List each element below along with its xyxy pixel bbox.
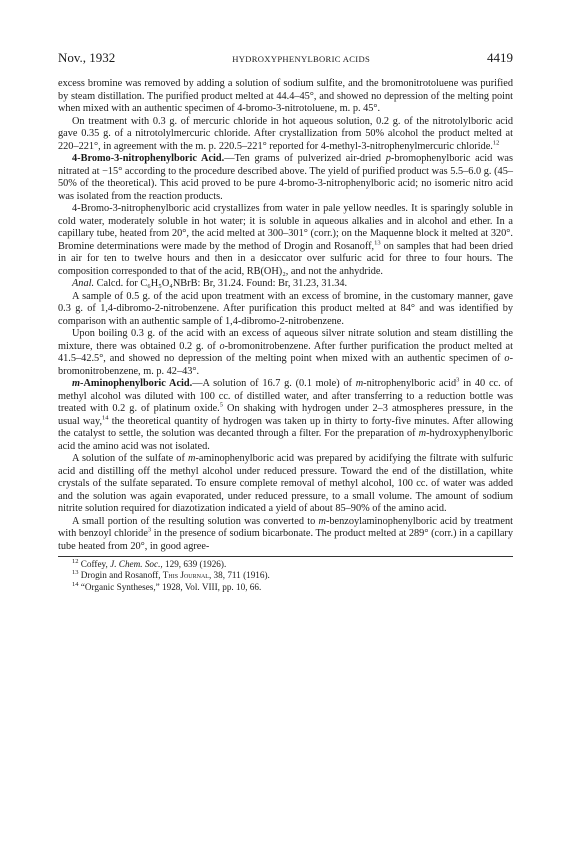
footnote-text: 38, 711 (1916). xyxy=(211,570,270,581)
paragraph-text: 4-Bromo-3-nitrophenylboric acid crystallizes from water in pale yellow needles. It is sparingly soluble in cold water, moderately soluble in hot water; it is soluble in aqueous alkalies and in alcohol and ether. In a capillary tube, heated from 20°, the acid melted at 300–301° (corr.); on the Maquenne block it melted at 320°. Bromine determinations were made by the method of Drogin and Rosanoff, xyxy=(58,203,513,252)
paragraph-text: —A solution of 16.7 g. (0.1 mole) of xyxy=(192,378,356,389)
paragraph-text: excess bromine was removed by adding a solution of sodium sulfite, and the bromonitrotoluene was purified by steam distillation. The purified product melted at 44.4–45°, and showed no depression of the melting point when mixed with an authentic specimen of 4-bromo-3-nitrotoluene, m. p. 45°. xyxy=(58,78,513,114)
footnote-number: 13 xyxy=(72,569,79,577)
italic-prefix: m xyxy=(188,453,196,464)
paragraph-text: A small portion of the resulting solution was converted to xyxy=(72,515,319,527)
footnotes xyxy=(58,559,513,593)
paragraph-text: -bromophenylboric acid was nitrated at −15° according to the procedure described above. The yield of purified product was 5.5–6.0 g. (45–50% of the theoretical). This acid proved to be pure 4-bromo-3-nitrophenylboric acid; no isomeric nitro acid was isolated from the reaction products. xyxy=(58,153,513,202)
paragraph-bromination xyxy=(58,291,513,329)
journal-page xyxy=(58,50,513,593)
paragraph-benzoyl xyxy=(58,516,513,554)
footnote-14 xyxy=(58,582,513,593)
paragraph-sulfate xyxy=(58,453,513,516)
journal-name: This Journal, xyxy=(162,570,212,581)
paragraph-silver-nitrate xyxy=(58,328,513,378)
footnote-text: “Organic Syntheses,” 1928, Vol. VIII, pp. 10, 66. xyxy=(78,581,262,592)
paragraph-text: the theoretical quantity of hydrogen was taken up in thirty to forty-five minutes. After allowing the catalyst to settle, the solution was decanted through a filter. For the preparation of xyxy=(58,415,513,439)
footnote-ref: 5 xyxy=(219,401,223,409)
paragraph-text: on samples that had been dried in air for ten to twelve hours and then in a desiccator over sulfuric acid for three to four hours. The composition corresponded to that of the acid, RB(OH)₂, and not the anhydride. xyxy=(58,240,513,277)
page-number: 4419 xyxy=(487,50,513,65)
paragraph-text: in 40 cc. of methyl alcohol was diluted with 100 cc. of distilled water, and after transferring to a reduction bottle was treated with 0.2 g. of platinum oxide. xyxy=(58,378,513,414)
italic-prefix: o xyxy=(504,353,510,364)
paragraph-text: Upon boiling 0.3 g. of the acid with an excess of aqueous silver nitrate solution and steam distilling the mixture, there was obtained 0.2 g. of xyxy=(58,328,513,352)
running-title: HYDROXYPHENYLBORIC ACIDS xyxy=(232,54,371,64)
article-body xyxy=(58,78,513,553)
journal-name: J. Chem. Soc., xyxy=(110,559,163,569)
footnote-12 xyxy=(58,559,513,570)
paragraph-properties xyxy=(58,203,513,278)
footnote-text: 129, 639 (1926). xyxy=(162,559,227,569)
paragraph-text: -bromonitrobenzene, m. p. 42–43°. xyxy=(58,353,513,377)
paragraph-aminophenylboric xyxy=(58,378,513,453)
section-heading: 4-Bromo-3-nitrophenylboric Acid. xyxy=(72,153,225,164)
italic-prefix: o xyxy=(219,340,225,352)
footnote-number: 14 xyxy=(72,580,79,588)
paragraph-text: Calcd. for C₆H₅O₄NBrB: Br, 31.24. Found: Br, 31.23, 31.34. xyxy=(94,278,348,289)
footnote-text: Coffey, xyxy=(78,559,111,569)
footnote-13 xyxy=(58,570,513,581)
issue-date: Nov., 1932 xyxy=(58,50,116,65)
italic-prefix: m xyxy=(355,378,364,389)
paragraph-text: On shaking with hydrogen under 2–3 atmospheres pressure, in the usual way, xyxy=(58,403,513,427)
paragraph-text: -bromonitrobenzene. After further purification the product melted at 41.5–42.5°, and showed no depression of the melting point when mixed with an authentic specimen of xyxy=(58,340,513,364)
paragraph-mercuric-chloride xyxy=(58,116,513,154)
italic-prefix: p xyxy=(385,153,391,164)
footnote-ref: 12 xyxy=(492,139,500,147)
italic-prefix: m xyxy=(418,428,427,439)
running-head xyxy=(58,50,513,66)
paragraph-text: -nitrophenylboric acid xyxy=(363,378,457,389)
footnote-ref: 3 xyxy=(147,526,152,534)
paragraph-text: A sample of 0.5 g. of the acid upon treatment with an excess of bromine, in the customary manner, gave 0.3 g. of 1,4-dibromo-2-nitrobenzene. After purification this product melted at 84° and was identified by comparison with an authentic sample of 1,4-dibromo-2-nitrobenzene. xyxy=(58,290,513,327)
paragraph-text: On treatment with 0.3 g. of mercuric chloride in hot aqueous solution, 0.2 g. of the nitrotolylboric acid gave 0.35 g. of a nitrotolylmercuric chloride. After crystallization from 50% alcohol the product melted at 220–221°, in agreement with the m. p. 220.5–221° reported for 4-methyl-3-nitrophenylmercuric chloride. xyxy=(58,115,513,152)
footnote-divider xyxy=(58,556,513,557)
analysis-label: Anal. xyxy=(72,278,95,289)
paragraph-bromo-nitro-prep xyxy=(58,153,513,203)
paragraph-text: -hydroxyphenylboric acid the amino acid was not isolated. xyxy=(58,428,513,452)
footnote-ref: 13 xyxy=(374,239,381,247)
section-heading: -Aminophenylboric Acid. xyxy=(80,378,193,389)
paragraph-text: in the presence of sodium bicarbonate. The product melted at 289° (corr.) in a capillary tube heated from 20°, in good agree- xyxy=(58,528,514,552)
footnote-ref: 14 xyxy=(102,414,109,422)
paragraph-text: -aminophenylboric acid was prepared by acidifying the filtrate with sulfuric acid and distilling off the methyl alcohol under reduced pressure. Toward the end of the distillation, white crystals of the sulfate separated. To ensure complete removal of methyl alcohol, 100 cc. of water was added and the solution was again evaporated, under reduced pressure, to a small volume. The amount of sodium nitrite solution required for diazotization indicated a yield of about 85–90% of the amino acid. xyxy=(58,453,513,514)
italic-prefix: m xyxy=(72,378,81,389)
footnote-text: Drogin and Rosanoff, xyxy=(78,570,163,581)
paragraph-text: —Ten grams of pulverized air-dried xyxy=(224,153,386,164)
paragraph-text: A solution of the sulfate of xyxy=(72,453,189,464)
italic-prefix: m xyxy=(318,515,326,527)
footnote-number: 12 xyxy=(72,557,79,565)
footnote-ref: 3 xyxy=(456,376,460,384)
paragraph-analysis xyxy=(58,278,513,291)
paragraph-continued xyxy=(58,78,513,116)
paragraph-text: -benzoylaminophenylboric acid by treatment with benzoyl chloride xyxy=(58,515,514,539)
